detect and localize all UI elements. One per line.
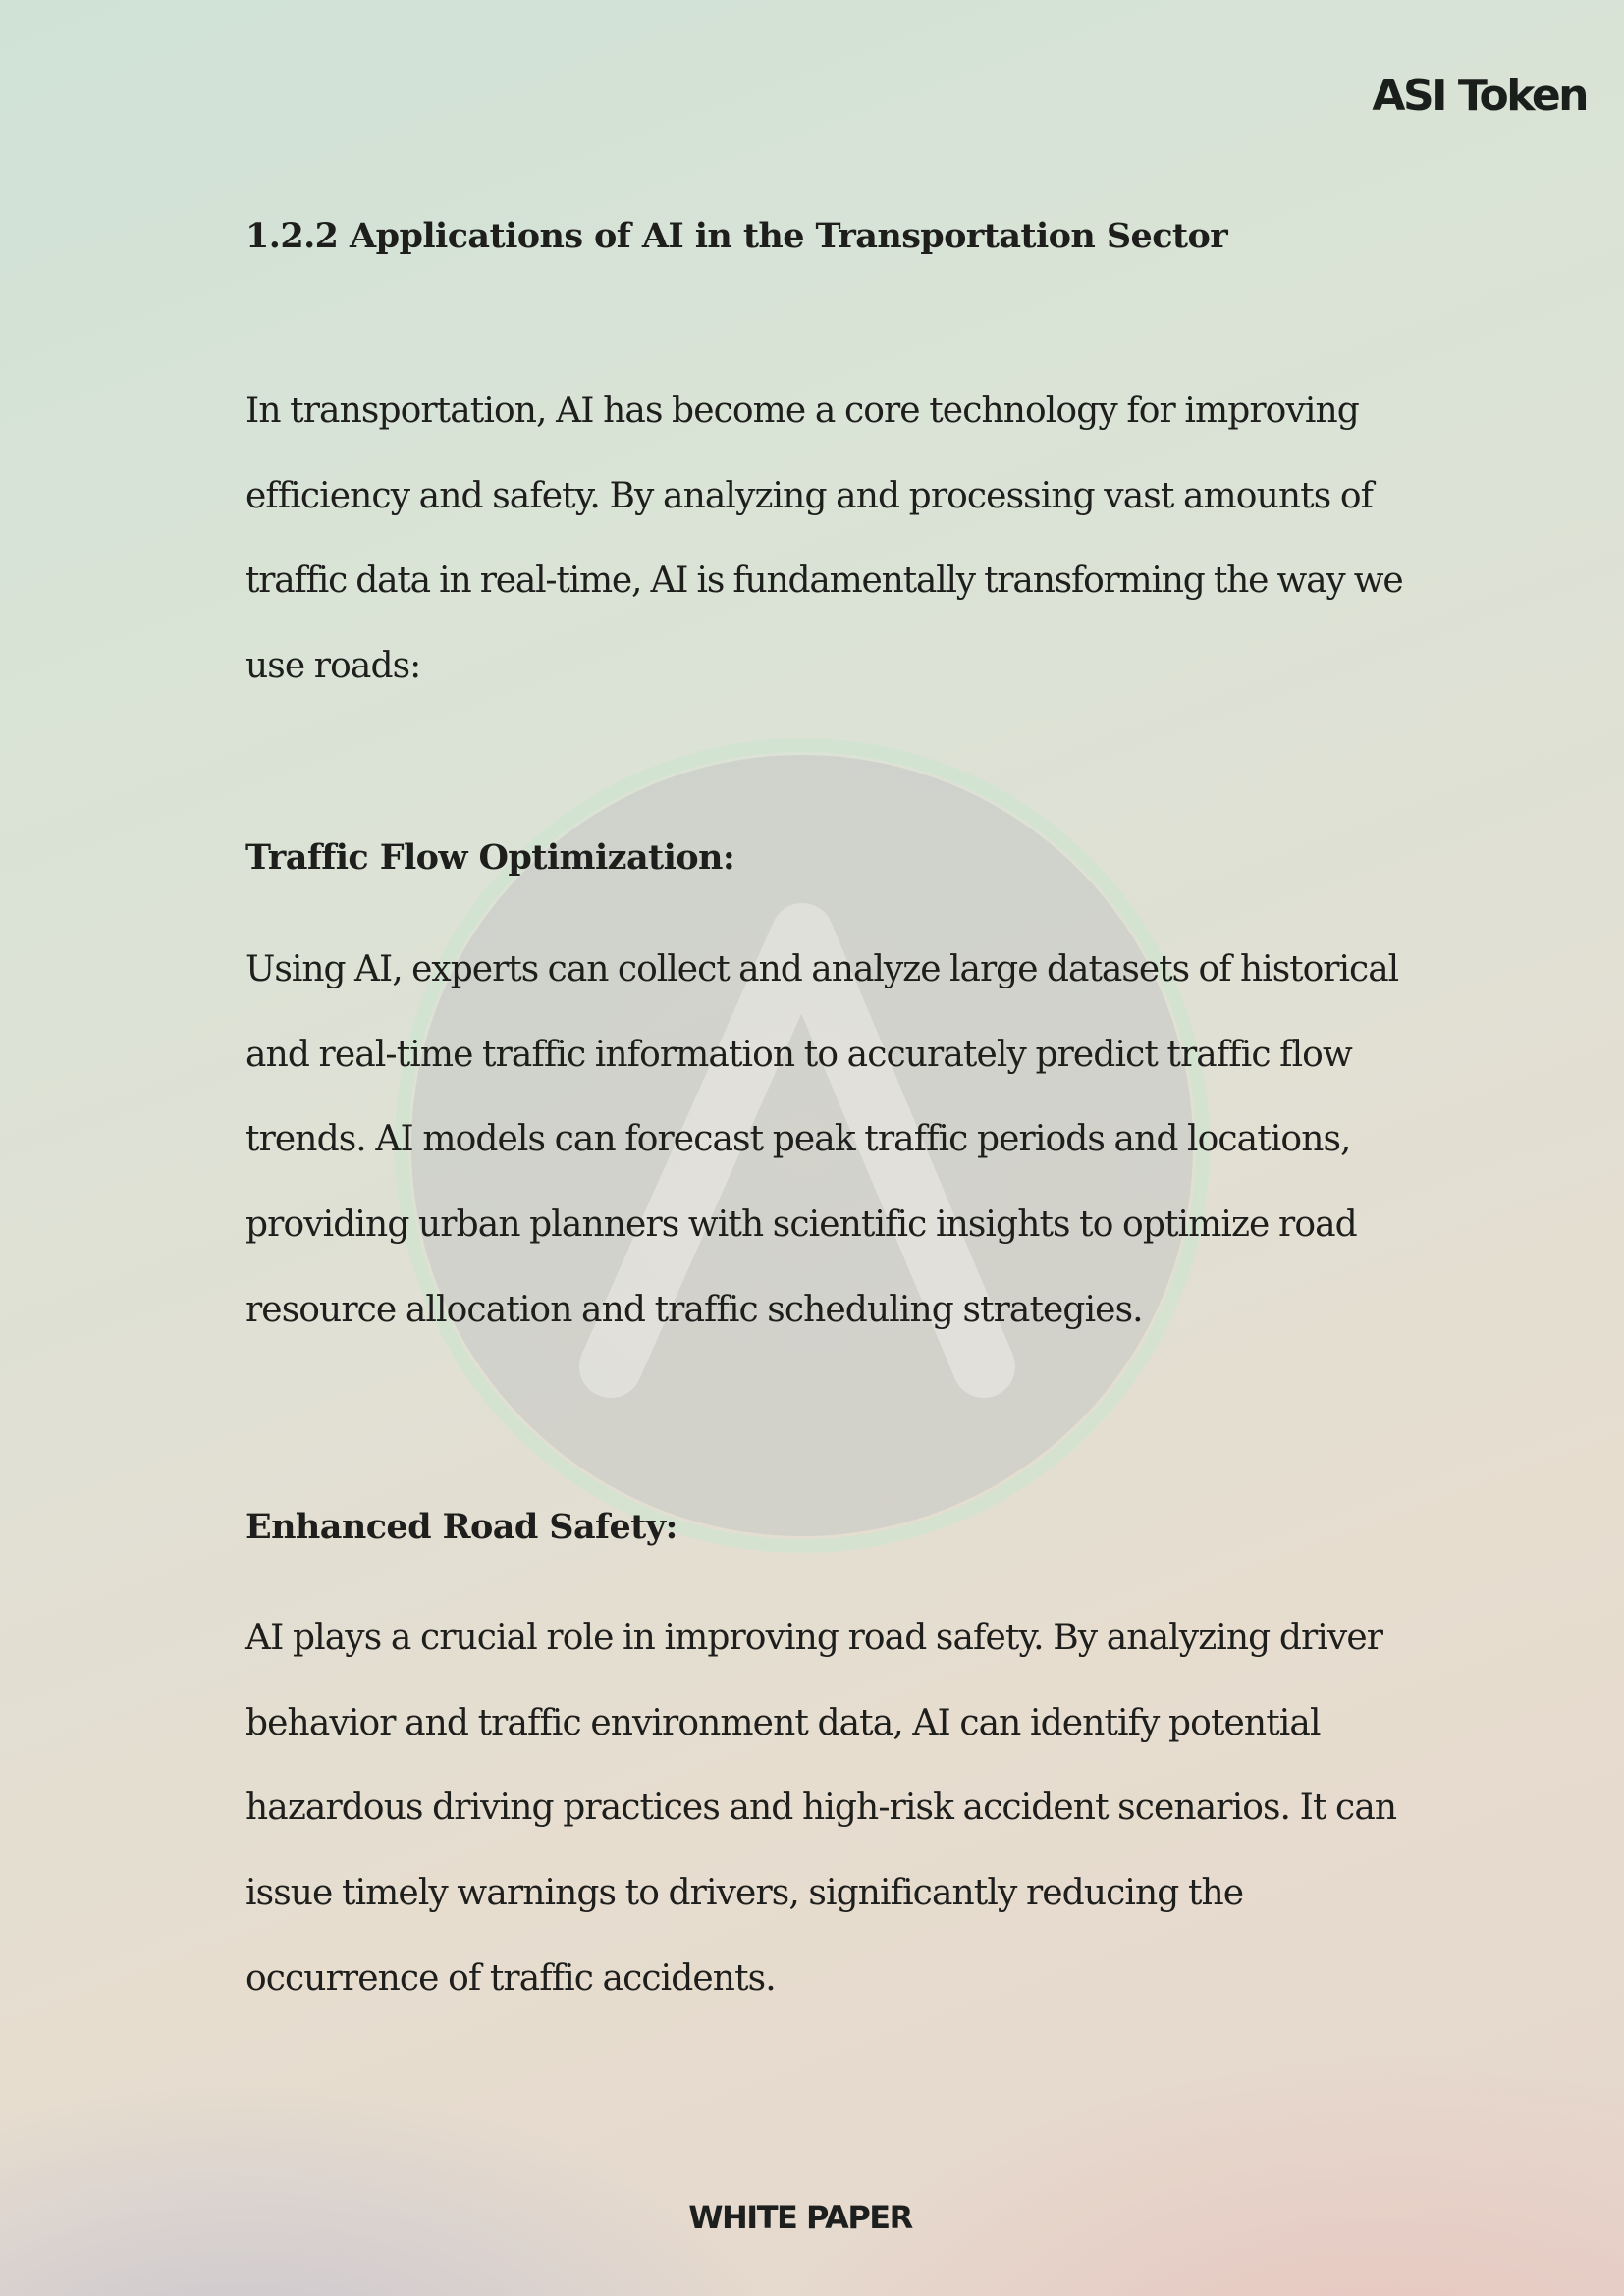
paragraph-line: In transportation, AI has become a core technology for improving — [245, 391, 1359, 431]
paragraph-line: occurrence of traffic accidents. — [245, 1957, 776, 1999]
paragraph-line: trends. AI models can forecast peak traffic periods and locations, — [245, 1119, 1351, 1160]
paragraph-line: Using AI, experts can collect and analyze large datasets of historical — [245, 949, 1399, 989]
paragraph-line: providing urban planners with scientific insights to optimize road — [245, 1204, 1357, 1246]
paragraph-line: hazardous driving practices and high-risk accident scenarios. It can — [245, 1788, 1397, 1829]
paragraph-line: traffic data in real-time, AI is fundamentally transforming the way we — [245, 561, 1403, 602]
intro-paragraph — [245, 369, 1404, 710]
brand-logo: ASI Token — [1372, 71, 1587, 121]
paragraph-line: efficiency and safety. By analyzing and processing vast amounts of — [245, 475, 1374, 516]
section-title: 1.2.2 Applications of AI in the Transportation Sector — [245, 216, 1228, 256]
paragraph-line: resource allocation and traffic scheduling strategies. — [245, 1289, 1143, 1330]
road-safety-paragraph — [245, 1596, 1404, 2021]
paragraph-line: and real-time traffic information to accurately predict traffic flow — [245, 1034, 1352, 1075]
paragraph-line: behavior and traffic environment data, AI can identify potential — [245, 1702, 1321, 1743]
paragraph-line: AI plays a crucial role in improving road safety. By analyzing driver — [245, 1618, 1383, 1658]
traffic-flow-paragraph — [245, 928, 1404, 1353]
paragraph-line: use roads: — [245, 646, 421, 687]
paragraph-line: issue timely warnings to drivers, significantly reducing the — [245, 1873, 1244, 1914]
subsection-heading-road-safety: Enhanced Road Safety: — [245, 1507, 677, 1547]
footer-label: WHITE PAPER — [688, 2199, 912, 2236]
subsection-heading-traffic-flow: Traffic Flow Optimization: — [245, 837, 735, 878]
